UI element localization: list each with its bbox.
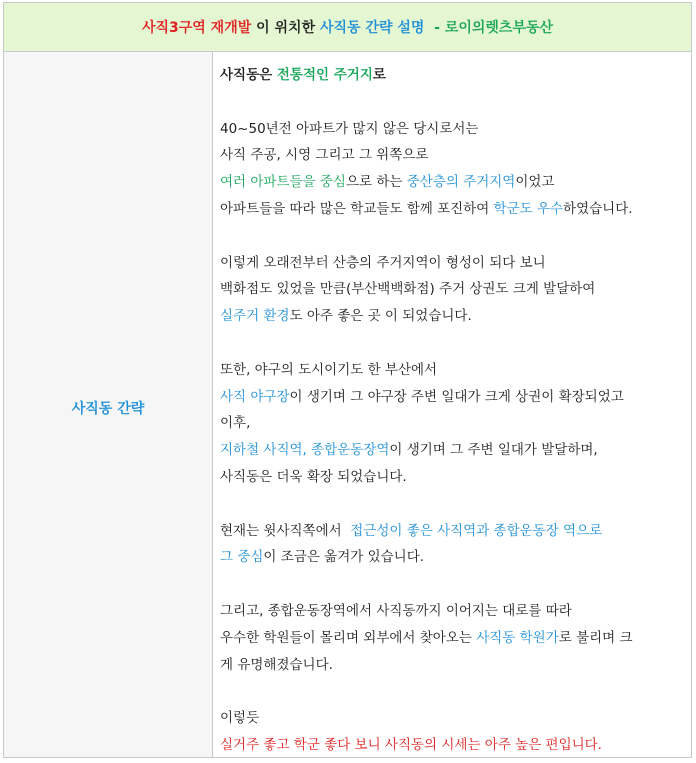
text: 도 아주 좋은 곳 이 되었습니다. [289, 308, 472, 325]
line-6: 이렇게 오래전부터 산층의 주거지역이 형성이 되다 보니 [220, 254, 546, 271]
highlight-school-district: 학군도 우수 [493, 200, 564, 217]
line-9: 또한, 야구의 도시이기도 한 부산에서 [220, 361, 438, 378]
text: 이었고 [515, 174, 555, 191]
highlight-apartments: 여러 아파트들을 중심 [220, 174, 346, 191]
table-header [4, 3, 691, 52]
highlight-baseball-stadium: 사직 야구장 [220, 388, 290, 405]
header-area-name: 사직3구역 재개발 [141, 20, 252, 36]
line-12 [220, 437, 692, 464]
highlight-accessibility: 접근성이 좋은 사직역과 종합운동장 역으로 [350, 522, 603, 539]
line-13: 사직동은 더욱 확장 되었습니다. [220, 468, 407, 485]
text: 로 [372, 67, 386, 83]
header-topic: 사직동 간략 설명 [319, 20, 425, 36]
line-4 [220, 169, 692, 196]
text: 현재는 윗사직쪽에서 [220, 522, 351, 539]
text: 아파트들을 따라 많은 학교들도 함께 포진하여 [220, 200, 494, 217]
line-11: 이후, [220, 415, 251, 432]
line-2: 40~50년전 아파트가 많지 않은 당시로서는 [220, 120, 479, 137]
text: 로 불리며 크 [558, 629, 633, 646]
highlight-living-environment: 실주거 환경 [220, 308, 290, 325]
header-author: - 로이의렛츠부동산 [424, 20, 554, 36]
line-8 [220, 303, 692, 330]
highlight-traditional-residence: 전통적인 주거지 [276, 67, 373, 83]
text: 이 생기며 그 야구장 주변 일대가 크게 상권이 확장되었고 [289, 388, 624, 405]
line-10 [220, 384, 692, 411]
line-20-conclusion: 실거주 좋고 학군 좋다 보니 사직동의 시세는 아주 높은 편입니다. [220, 736, 602, 753]
line-14 [220, 518, 692, 545]
line-3: 사직 주공, 시영 그리고 그 위쪽으로 [220, 147, 429, 164]
text: 사직동은 [220, 67, 277, 83]
description-body [220, 62, 692, 759]
text: 이 생기며 그 주변 일대가 발달하며, [389, 442, 598, 459]
highlight-academy-street: 사직동 학원가 [476, 629, 559, 646]
header-connector: 이 위치한 [251, 20, 320, 36]
side-label: 사직동 간략 [71, 401, 145, 417]
line-1 [220, 62, 692, 89]
line-7: 백화점도 있었을 만큼(부산백백화점) 주거 상권도 크게 발달하여 [220, 281, 596, 298]
line-19: 이렇듯 [220, 710, 260, 727]
highlight-middle-class: 중산층의 주거지역 [406, 174, 516, 191]
line-5 [220, 196, 692, 223]
line-17 [220, 625, 692, 652]
text: 우수한 학원들이 몰리며 외부에서 찾아오는 [220, 629, 477, 646]
text: 하였습니다. [563, 200, 633, 217]
highlight-subway-stations: 지하철 사직역, 종합운동장역 [220, 442, 390, 459]
highlight-center: 그 중심 [220, 549, 264, 566]
line-18: 게 유명해졌습니다. [220, 656, 333, 673]
text: 으로 하는 [345, 174, 407, 191]
line-15 [220, 544, 692, 571]
line-16: 그리고, 종합운동장역에서 사직동까지 이어지는 대로를 따라 [220, 602, 572, 619]
side-cell [4, 52, 213, 757]
text: 이 조금은 옮겨가 있습니다. [263, 549, 425, 566]
